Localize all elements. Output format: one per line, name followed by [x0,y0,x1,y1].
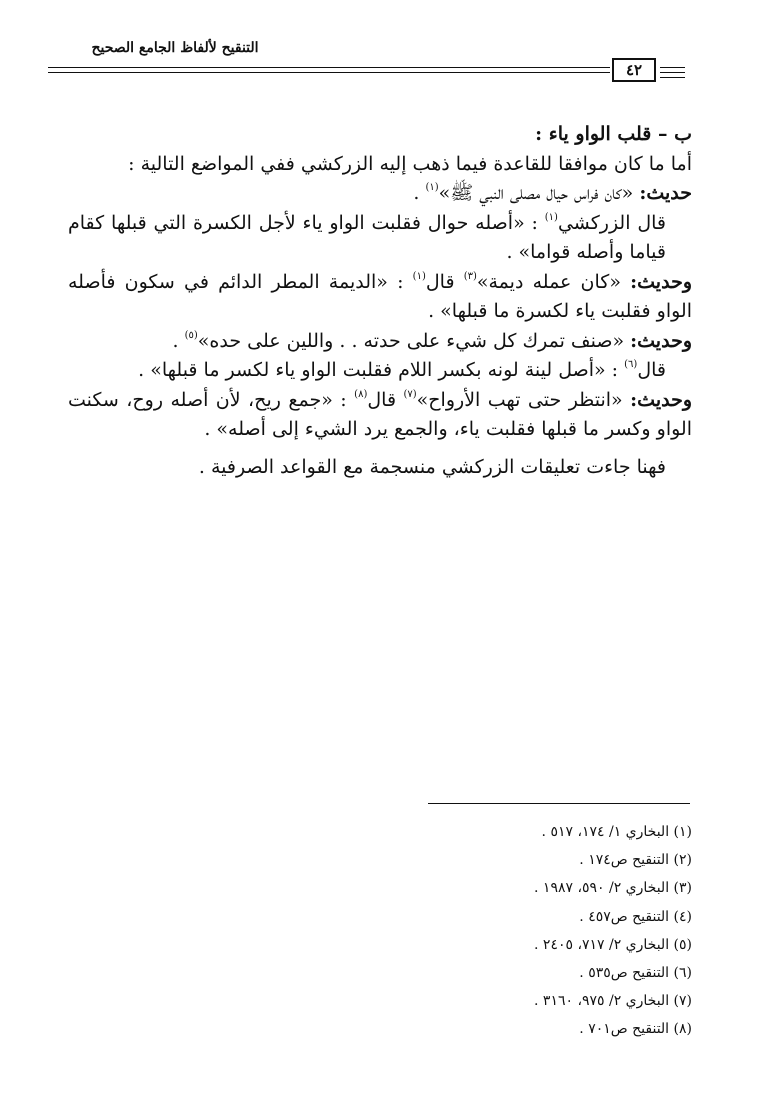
hadith-keyword: حديث: [639,182,692,204]
conclusion-paragraph: فهنا جاءت تعليقات الزركشي منسجمة مع القواعد الصرفية . [198,455,666,478]
hadith-3: وحديث: «صنف تمرك كل شيء على حدته . . واللين على حده»$^{(٥)}$ . [172,329,692,352]
footnote-ref: (١) [544,211,558,223]
footnotes [400,818,692,1044]
footnote-ref: (١) [412,270,426,282]
hadith-keyword: وحديث: [630,329,692,352]
header-rule [48,72,610,73]
header-rule [660,67,685,68]
hadith-2: وحديث: «كان عمله ديمة»$^{(٣)}$ قال$^{(١)}$ : «الديمة المطر الدائم في سكون فأصله الواو فقلبت ياء لكسرة ما قبلها» . [68,270,692,322]
footnote-item: (٥) البخاري ٢/ ٧١٧، ٢٤٠٥ . [534,936,692,953]
commentary-1: قال الزركشي$^{(١)}$ : «أصله حوال فقلبت الواو ياء لأجل الكسرة التي قبلها كقام قياما وأصله قواما» . [68,211,666,263]
footnote-ref: (٣) [463,270,477,282]
footnote-ref: (٨) [354,388,368,400]
commentary-3: قال$^{(٦)}$ : «أصل لينة لونه بكسر اللام فقلبت الواو ياء لكسر ما قبلها» . [138,359,666,381]
hadith-1: حديث: «كان فراس حيال مصلى النبي ﷺ»$^{(١)}$ . [413,182,692,204]
section-heading: ب – قلب الواو ياء : [535,123,692,145]
footnote-ref: (٦) [624,359,638,370]
footnote-ref: (٧) [403,388,417,400]
intro-paragraph: أما ما كان موافقا للقاعدة فيما ذهب إليه الزركشي ففي المواضع التالية : [128,152,692,175]
header-rule [48,67,610,68]
footnote-item: (٢) التنقيح ص١٧٤ . [579,852,692,869]
page-number: ٤٢ [612,58,656,82]
hadith-keyword: وحديث: [630,388,693,411]
footnote-item: (٨) التنقيح ص٧٠١ . [579,1021,692,1038]
footnote-separator [428,803,690,804]
main-text [68,120,692,482]
footnote-ref: (١) [425,182,439,193]
footnote-item: (٧) البخاري ٢/ ٩٧٥، ٣١٦٠ . [534,993,692,1010]
running-header-title: التنقيح لألفاظ الجامع الصحيح [91,40,259,56]
header-rule [660,72,685,73]
header-rule [660,77,685,78]
footnote-item: (١) البخاري ١/ ١٧٤، ٥١٧ . [541,824,692,840]
footnote-item: (٦) التنقيح ص٥٣٥ . [579,965,692,982]
hadith-text: «كان فراس حيال مصلى النبي ﷺ» [438,182,634,204]
hadith-keyword: وحديث: [630,270,692,293]
footnote-item: (٣) البخاري ٢/ ٥٩٠، ١٩٨٧ . [534,880,692,897]
hadith-4: وحديث: «انتظر حتى تهب الأرواح»$^{(٧)}$ قال$^{(٨)}$ : «جمع ريح، لأن أصله روح، سكنت الواو وكسر ما قبلها فقلبت ياء، والجمع يرد الشيء إلى أصله» . [68,388,693,440]
footnote-ref: (٥) [184,329,198,341]
footnote-item: (٤) التنقيح ص٤٥٧ . [579,908,692,925]
